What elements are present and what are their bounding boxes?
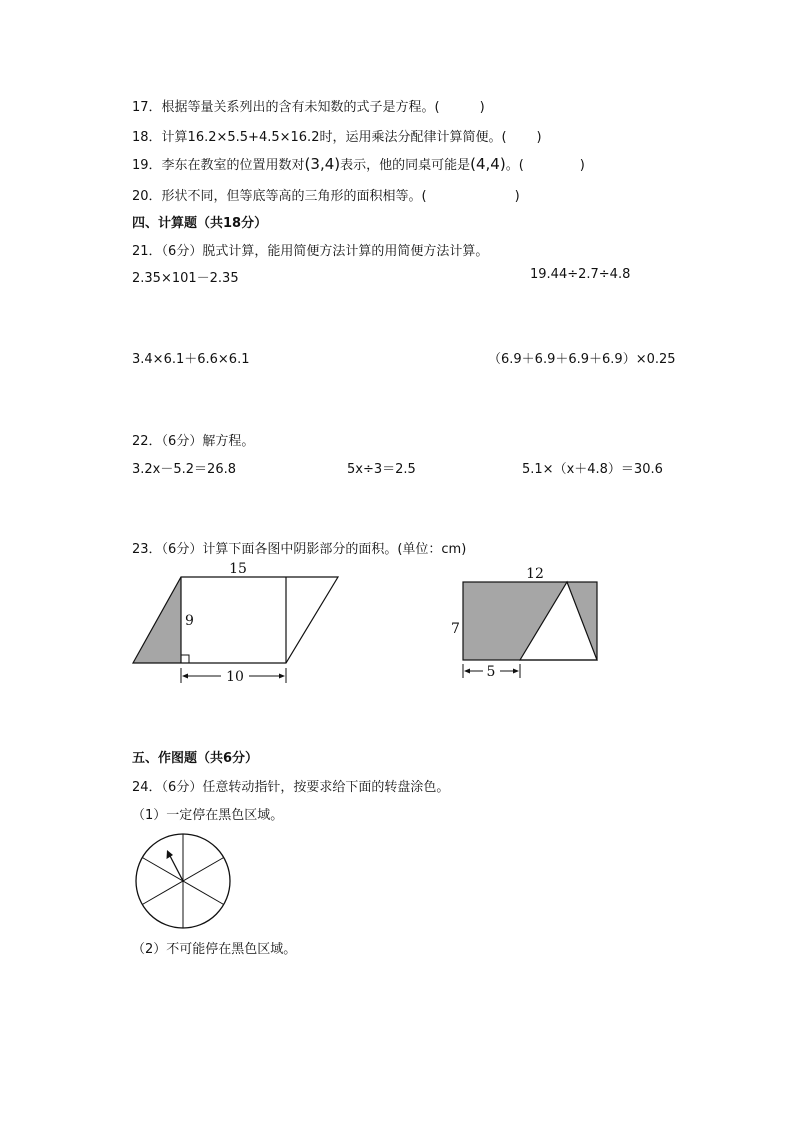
coordinate-pair-a: (3,4) xyxy=(304,155,341,173)
label-bottom-10: 10 xyxy=(226,669,244,685)
dim-arrow-left xyxy=(464,669,470,674)
question-23-prompt: 23．（6分）计算下面各图中阴影部分的面积。(单位：cm) xyxy=(132,542,467,557)
label-top-15: 15 xyxy=(229,561,247,577)
question-24-part-1: （1）一定停在黑色区域。 xyxy=(132,808,284,823)
answer-paren-open: ( xyxy=(434,100,440,115)
question-19 xyxy=(132,154,585,173)
question-18 xyxy=(132,126,542,145)
calc-item-2: 19.44÷2.7÷4.8 xyxy=(530,267,631,282)
question-18-text: 18．计算16.2×5.5+4.5×16.2时，运用乘法分配律计算简便。 xyxy=(132,130,502,145)
label-height-9: 9 xyxy=(185,613,194,629)
question-19-text-b: 表示，他的同桌可能是 xyxy=(340,158,471,173)
calc-item-4: （6.9＋6.9＋6.9＋6.9）×0.25 xyxy=(488,352,676,367)
question-20-text: 20．形状不同，但等底等高的三角形的面积相等。 xyxy=(132,189,422,204)
answer-paren-open: ( xyxy=(421,189,427,204)
calc-item-1: 2.35×101－2.35 xyxy=(132,271,239,286)
answer-paren-close: ) xyxy=(536,130,542,145)
dim-arrow-right xyxy=(279,674,285,679)
dim-arrow-left xyxy=(182,674,188,679)
equation-2: 5x÷3＝2.5 xyxy=(347,462,416,477)
question-17 xyxy=(132,96,485,115)
spinner-wheel[interactable] xyxy=(130,828,236,934)
answer-paren-open: ( xyxy=(518,158,524,173)
section-4-title: 四、计算题（共18分） xyxy=(132,216,268,231)
label-top-12: 12 xyxy=(526,566,544,582)
calc-item-3: 3.4×6.1＋6.6×6.1 xyxy=(132,352,250,367)
label-height-7: 7 xyxy=(451,621,460,637)
question-24-prompt: 24．（6分）任意转动指针，按要求给下面的转盘涂色。 xyxy=(132,780,450,795)
answer-paren-close: ) xyxy=(579,158,585,173)
equation-3: 5.1×（x＋4.8）＝30.6 xyxy=(522,462,663,477)
figure-parallelogram xyxy=(125,555,350,690)
figure-rectangle xyxy=(445,560,610,685)
question-22-prompt: 22．（6分）解方程。 xyxy=(132,434,255,449)
question-19-text-a: 19．李东在教室的位置用数对 xyxy=(132,158,305,173)
label-bottom-5: 5 xyxy=(486,664,496,680)
question-17-text: 17．根据等量关系列出的含有未知数的式子是方程。 xyxy=(132,100,435,115)
pointer-arrowhead-icon xyxy=(167,850,174,859)
answer-paren-close: ) xyxy=(514,189,520,204)
answer-paren-close: ) xyxy=(479,100,485,115)
right-angle-mark xyxy=(181,655,189,663)
dim-arrow-right xyxy=(513,669,519,674)
section-5-title: 五、作图题（共6分） xyxy=(132,751,259,766)
question-20 xyxy=(132,185,520,204)
answer-paren-open: ( xyxy=(501,130,507,145)
question-21-prompt: 21．（6分）脱式计算，能用简便方法计算的用简便方法计算。 xyxy=(132,244,489,259)
equation-1: 3.2x－5.2＝26.8 xyxy=(132,462,236,477)
coordinate-pair-b: (4,4) xyxy=(470,155,506,173)
question-19-text-c: 。 xyxy=(505,158,519,173)
question-24-part-2: （2）不可能停在黑色区域。 xyxy=(132,942,297,957)
